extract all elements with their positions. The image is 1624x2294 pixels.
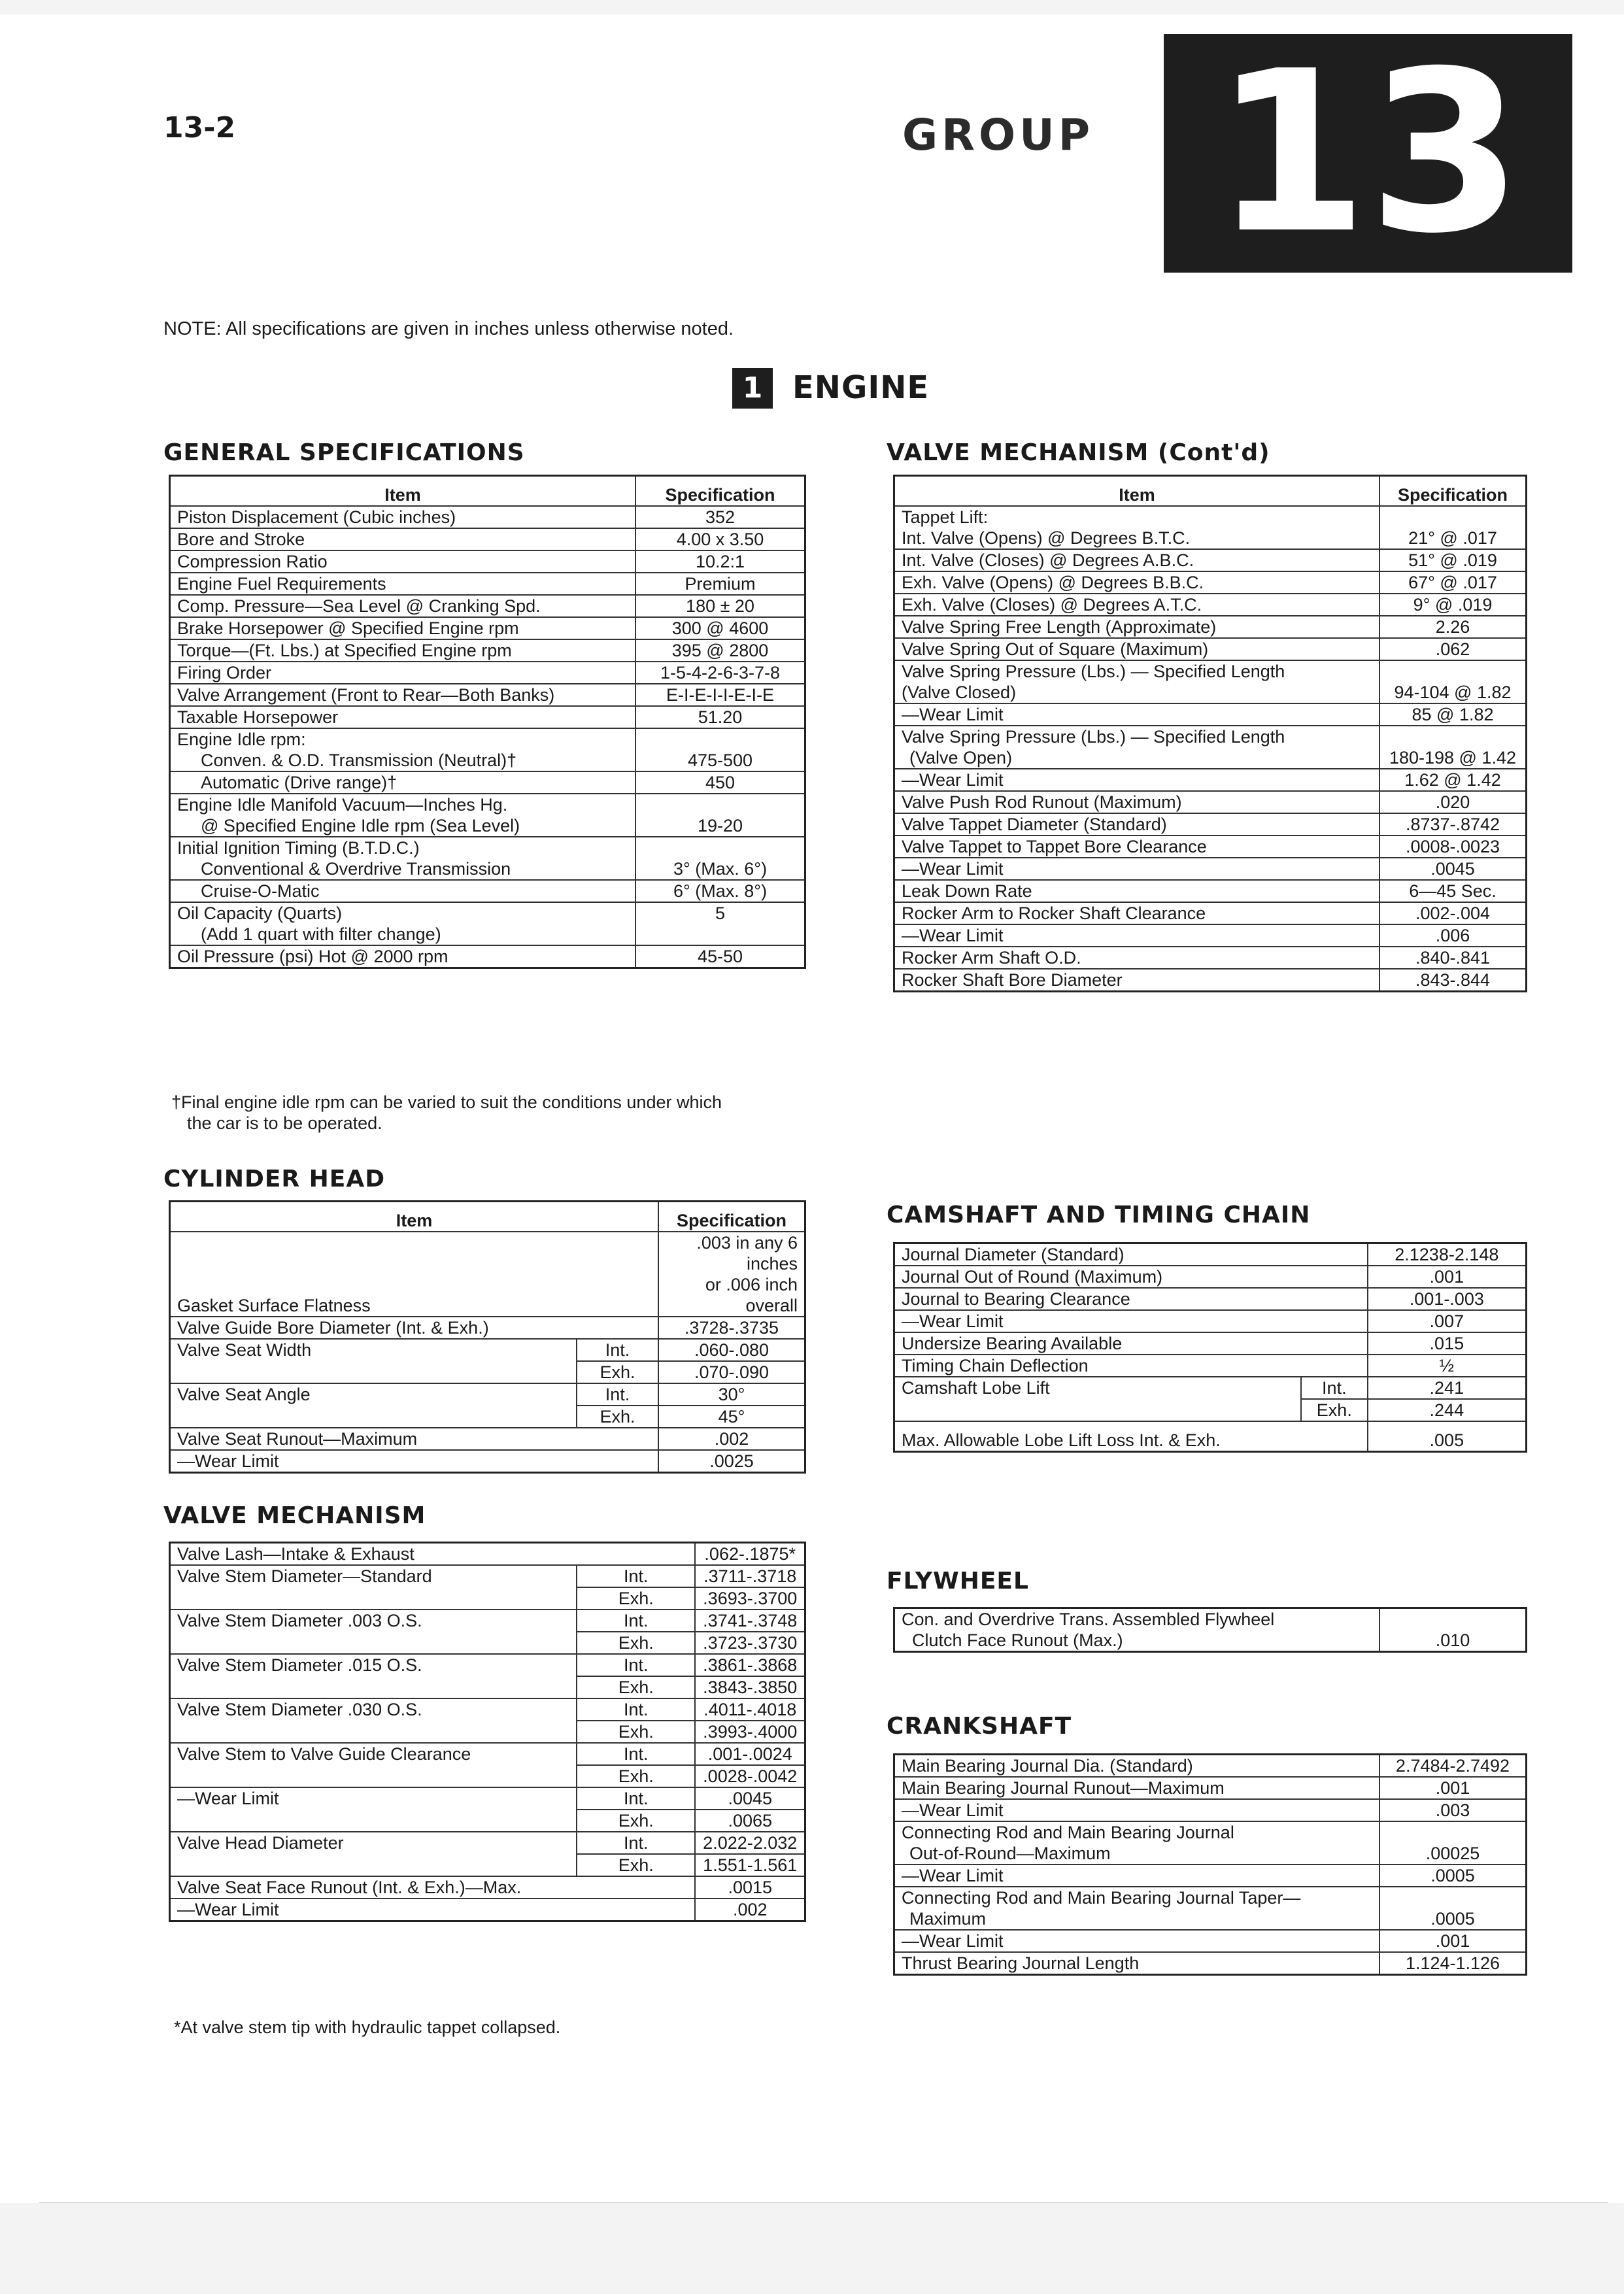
row-item: —Wear Limit [894, 1310, 1368, 1332]
row-value: .241 [1368, 1377, 1527, 1399]
row-item: Rocker Shaft Bore Diameter [894, 969, 1380, 992]
row-item: Valve Head Diameter [170, 1832, 577, 1876]
table-row [894, 1310, 1527, 1332]
row-value: 352 [635, 506, 805, 528]
page-number: 13-2 [163, 111, 236, 144]
row-item: Valve Stem Diameter .003 O.S. [170, 1610, 577, 1654]
row-item: —Wear Limit [894, 1930, 1380, 1952]
row-value: .0005 [1379, 1887, 1527, 1930]
table-row [894, 660, 1527, 703]
row-item: —Wear Limit [894, 1864, 1380, 1887]
group-label: GROUP [902, 110, 1094, 160]
row-value: .3741-.3748 [695, 1610, 805, 1632]
table-row [170, 1898, 805, 1921]
crankshaft-table [893, 1753, 1527, 1976]
table-row [170, 1450, 805, 1473]
table-row [170, 684, 805, 706]
row-item: Valve Seat Width [170, 1339, 577, 1383]
row-item: —Wear Limit [894, 769, 1380, 791]
intake-label: Int. [577, 1832, 695, 1854]
table-header-row [170, 476, 805, 507]
row-value: .015 [1368, 1332, 1527, 1355]
row-value [658, 1232, 805, 1317]
row-value: .006 [1379, 924, 1527, 947]
table-row [894, 1887, 1527, 1930]
row-item: Valve Stem Diameter .015 O.S. [170, 1654, 577, 1698]
item-line: Conventional & Overdrive Transmission [201, 859, 511, 879]
table-row [894, 902, 1527, 924]
exhaust-label: Exh. [577, 1765, 695, 1787]
value-line: or .006 inch overall [705, 1275, 798, 1315]
item-line: (Valve Open) [909, 748, 1013, 767]
item-line: Valve Spring Pressure (Lbs.) — Specified Length [902, 727, 1285, 747]
item-line: Maximum [909, 1909, 987, 1929]
row-value: 45-50 [635, 945, 805, 968]
table-row [170, 617, 805, 639]
row-value: 19-20 [635, 794, 805, 837]
row-value: .070-.090 [658, 1361, 805, 1383]
table-row [170, 1339, 805, 1361]
row-value: .007 [1368, 1310, 1527, 1332]
row-value: 1.124-1.126 [1379, 1952, 1527, 1975]
row-item: Undersize Bearing Available [894, 1332, 1368, 1355]
table-row [170, 945, 805, 968]
table-row [894, 594, 1527, 616]
row-item: Oil Pressure (psi) Hot @ 2000 rpm [170, 945, 636, 968]
intake-label: Int. [577, 1743, 695, 1765]
intake-label: Int. [1301, 1377, 1368, 1399]
table-row [170, 1698, 805, 1721]
table-row [170, 1787, 805, 1810]
row-value: .244 [1368, 1399, 1527, 1421]
exhaust-label: Exh. [577, 1632, 695, 1654]
table-row [894, 1355, 1527, 1377]
camshaft-heading: CAMSHAFT AND TIMING CHAIN [887, 1202, 1311, 1228]
column-header-specification: Specification [658, 1202, 805, 1232]
row-value: .4011-.4018 [695, 1698, 805, 1721]
group-number: 13 [1213, 24, 1523, 282]
item-line: Conven. & O.D. Transmission (Neutral)† [201, 751, 517, 770]
row-item: Valve Spring Out of Square (Maximum) [894, 638, 1380, 660]
row-value: .062-.1875* [695, 1543, 805, 1566]
section-title: ENGINE [792, 369, 930, 406]
table-row [894, 1288, 1527, 1310]
scan-top-edge [0, 0, 1624, 14]
row-item: Exh. Valve (Closes) @ Degrees A.T.C. [894, 594, 1380, 616]
row-value: 2.7484-2.7492 [1379, 1755, 1527, 1778]
row-value: .3843-.3850 [695, 1676, 805, 1698]
intake-label: Int. [577, 1565, 695, 1587]
row-item: Valve Guide Bore Diameter (Int. & Exh.) [170, 1317, 658, 1339]
item-line: Connecting Rod and Main Bearing Journal Taper— [902, 1888, 1301, 1908]
row-value: 6° (Max. 8°) [635, 880, 805, 902]
row-item: Valve Lash—Intake & Exhaust [170, 1543, 696, 1566]
row-item: Valve Seat Runout—Maximum [170, 1428, 658, 1450]
table-row [894, 1799, 1527, 1821]
row-value: 450 [635, 771, 805, 794]
table-row [170, 1654, 805, 1676]
item-line: @ Specified Engine Idle rpm (Sea Level) [201, 816, 520, 835]
table-row [170, 902, 805, 945]
row-value: .020 [1379, 791, 1527, 813]
row-value: .843-.844 [1379, 969, 1527, 992]
table-row [894, 1266, 1527, 1288]
row-item: Compression Ratio [170, 550, 636, 573]
general-footnote [171, 1092, 722, 1134]
row-item: Valve Stem Diameter .030 O.S. [170, 1698, 577, 1743]
row-value: 3° (Max. 6°) [635, 837, 805, 880]
row-value: .3861-.3868 [695, 1654, 805, 1676]
row-value: .8737-.8742 [1379, 813, 1527, 835]
row-item [170, 794, 636, 837]
row-item: Valve Tappet Diameter (Standard) [894, 813, 1380, 835]
exhaust-label: Exh. [577, 1721, 695, 1743]
row-value: .001 [1368, 1266, 1527, 1288]
row-value: .0005 [1379, 1864, 1527, 1887]
row-item: Valve Seat Face Runout (Int. & Exh.)—Max. [170, 1876, 696, 1898]
row-item: —Wear Limit [170, 1787, 577, 1832]
general-specs-heading: GENERAL SPECIFICATIONS [163, 439, 525, 466]
camshaft-table [893, 1242, 1527, 1453]
table-row [894, 880, 1527, 902]
item-line: (Add 1 quart with filter change) [201, 924, 441, 944]
row-value: ½ [1368, 1355, 1527, 1377]
row-item: Journal to Bearing Clearance [894, 1288, 1368, 1310]
row-item: —Wear Limit [894, 1799, 1380, 1821]
row-value: .0015 [695, 1876, 805, 1898]
item-line: Initial Ignition Timing (B.T.D.C.) [177, 838, 420, 858]
row-value: 180-198 @ 1.42 [1379, 726, 1527, 769]
value-line: .003 in any 6 inches [696, 1233, 798, 1274]
table-row [170, 1610, 805, 1632]
row-item [170, 880, 636, 902]
row-value: 475-500 [635, 728, 805, 771]
table-header-row [894, 476, 1527, 507]
table-row [894, 1243, 1527, 1266]
table-row [894, 1952, 1527, 1975]
row-value: 51° @ .019 [1379, 549, 1527, 571]
exhaust-label: Exh. [577, 1406, 658, 1428]
table-row [894, 616, 1527, 638]
row-item: —Wear Limit [894, 858, 1380, 880]
row-item: Main Bearing Journal Runout—Maximum [894, 1777, 1380, 1799]
row-item [170, 837, 636, 880]
table-row [894, 571, 1527, 594]
intake-label: Int. [577, 1698, 695, 1721]
row-item: Main Bearing Journal Dia. (Standard) [894, 1755, 1380, 1778]
item-line: Valve Spring Pressure (Lbs.) — Specified Length [902, 662, 1285, 681]
row-value: 5 [635, 902, 805, 945]
table-row [170, 573, 805, 595]
valve-mechanism-cont-table [893, 475, 1527, 992]
table-row [170, 1232, 805, 1317]
row-value: 180 ± 20 [635, 595, 805, 617]
column-header-specification: Specification [635, 476, 805, 507]
row-item: Piston Displacement (Cubic inches) [170, 506, 636, 528]
table-row [894, 506, 1527, 549]
table-row [894, 1864, 1527, 1887]
row-value: .0008-.0023 [1379, 835, 1527, 858]
valve-mechanism-heading: VALVE MECHANISM [163, 1502, 426, 1529]
row-item: Firing Order [170, 662, 636, 684]
row-item: Thrust Bearing Journal Length [894, 1952, 1380, 1975]
exhaust-label: Exh. [577, 1676, 695, 1698]
row-value: .3728-.3735 [658, 1317, 805, 1339]
row-item [170, 728, 636, 771]
item-line: Oil Capacity (Quarts) [177, 903, 343, 923]
row-item: Journal Diameter (Standard) [894, 1243, 1368, 1266]
item-line: Int. Valve (Opens) @ Degrees B.T.C. [902, 528, 1191, 548]
row-value: .3693-.3700 [695, 1587, 805, 1610]
row-value: 67° @ .017 [1379, 571, 1527, 594]
row-item: Valve Seat Angle [170, 1383, 577, 1428]
valve-mechanism-table [169, 1542, 806, 1922]
footnote-line: the car is to be operated. [187, 1113, 382, 1133]
item-line: Out-of-Round—Maximum [909, 1844, 1111, 1863]
item-line: Con. and Overdrive Trans. Assembled Flywheel [902, 1610, 1275, 1629]
row-value: .0045 [1379, 858, 1527, 880]
row-item: Valve Push Rod Runout (Maximum) [894, 791, 1380, 813]
row-value: .0045 [695, 1787, 805, 1810]
section-number-badge: 1 [732, 368, 773, 409]
row-item: Camshaft Lobe Lift [894, 1377, 1302, 1421]
table-header-row [170, 1202, 805, 1232]
row-value: 2.022-2.032 [695, 1832, 805, 1854]
row-item: Engine Fuel Requirements [170, 573, 636, 595]
row-value: 2.1238-2.148 [1368, 1243, 1527, 1266]
table-row [170, 1317, 805, 1339]
row-item: —Wear Limit [894, 703, 1380, 726]
row-value: 45° [658, 1406, 805, 1428]
table-row [170, 550, 805, 573]
row-item [894, 726, 1380, 769]
table-row [170, 837, 805, 880]
column-header-item: Item [170, 1202, 658, 1232]
table-row [170, 639, 805, 662]
table-row [894, 1777, 1527, 1799]
item-line: Cruise-O-Matic [201, 881, 320, 901]
row-value: 395 @ 2800 [635, 639, 805, 662]
item-line: Engine Idle rpm: [177, 730, 306, 749]
row-value: 85 @ 1.82 [1379, 703, 1527, 726]
row-item: Max. Allowable Lobe Lift Loss Int. & Exh. [894, 1421, 1368, 1452]
table-row [894, 924, 1527, 947]
exhaust-label: Exh. [577, 1854, 695, 1876]
row-value: .002-.004 [1379, 902, 1527, 924]
table-row [170, 1383, 805, 1406]
row-value: .3711-.3718 [695, 1565, 805, 1587]
table-row [170, 662, 805, 684]
row-value: .002 [695, 1898, 805, 1921]
row-value: 10.2:1 [635, 550, 805, 573]
table-row [170, 771, 805, 794]
table-row [894, 1821, 1527, 1864]
row-value: .0025 [658, 1450, 805, 1473]
row-item: Valve Spring Free Length (Approximate) [894, 616, 1380, 638]
table-row [170, 728, 805, 771]
intake-label: Int. [577, 1654, 695, 1676]
table-row [894, 1332, 1527, 1355]
row-value: 9° @ .019 [1379, 594, 1527, 616]
row-item: —Wear Limit [170, 1898, 696, 1921]
item-line: (Valve Closed) [902, 683, 1017, 702]
row-value: .3723-.3730 [695, 1632, 805, 1654]
row-value: .001 [1379, 1930, 1527, 1952]
crankshaft-heading: CRANKSHAFT [887, 1713, 1072, 1740]
row-value: 2.26 [1379, 616, 1527, 638]
row-value: .002 [658, 1428, 805, 1450]
table-row [894, 791, 1527, 813]
general-specs-table [169, 475, 806, 969]
row-value: .0028-.0042 [695, 1765, 805, 1787]
table-row [170, 880, 805, 902]
row-value: 1-5-4-2-6-3-7-8 [635, 662, 805, 684]
intake-label: Int. [577, 1383, 658, 1406]
table-row [170, 1565, 805, 1587]
row-item: —Wear Limit [894, 924, 1380, 947]
exhaust-label: Exh. [577, 1587, 695, 1610]
item-line: Automatic (Drive range)† [201, 773, 398, 792]
item-line: Connecting Rod and Main Bearing Journal [902, 1823, 1234, 1842]
table-row [170, 1428, 805, 1450]
row-value: 4.00 x 3.50 [635, 528, 805, 550]
column-header-item: Item [170, 476, 636, 507]
row-item: Leak Down Rate [894, 880, 1380, 902]
row-item: Torque—(Ft. Lbs.) at Specified Engine rpm [170, 639, 636, 662]
row-item [894, 660, 1380, 703]
row-item: Exh. Valve (Opens) @ Degrees B.B.C. [894, 571, 1380, 594]
intake-label: Int. [577, 1610, 695, 1632]
row-item: Comp. Pressure—Sea Level @ Cranking Spd. [170, 595, 636, 617]
table-row [170, 528, 805, 550]
exhaust-label: Exh. [577, 1361, 658, 1383]
table-row [894, 1930, 1527, 1952]
row-item: —Wear Limit [170, 1450, 658, 1473]
row-item [894, 1887, 1380, 1930]
row-item: Timing Chain Deflection [894, 1355, 1368, 1377]
table-row [894, 1608, 1527, 1652]
flywheel-heading: FLYWHEEL [887, 1568, 1029, 1594]
table-row [170, 1743, 805, 1765]
item-line: Tappet Lift: [902, 507, 989, 527]
intake-label: Int. [577, 1787, 695, 1810]
table-row [170, 1543, 805, 1566]
table-row [894, 638, 1527, 660]
row-value: .005 [1368, 1421, 1527, 1452]
footnote-line: †Final engine idle rpm can be varied to suit the conditions under which [171, 1092, 722, 1112]
table-row [894, 703, 1527, 726]
item-line: Clutch Face Runout (Max.) [912, 1630, 1123, 1650]
specification-note: NOTE: All specifications are given in inches unless otherwise noted. [163, 318, 734, 339]
row-item: Gasket Surface Flatness [170, 1232, 658, 1317]
table-row [894, 549, 1527, 571]
row-item: Journal Out of Round (Maximum) [894, 1266, 1368, 1288]
table-row [170, 794, 805, 837]
table-row [894, 947, 1527, 969]
row-value: 51.20 [635, 706, 805, 728]
table-row [894, 1421, 1527, 1452]
row-value: 1.551-1.561 [695, 1854, 805, 1876]
row-item [894, 1608, 1380, 1652]
row-item [170, 902, 636, 945]
row-value: .0065 [695, 1810, 805, 1832]
table-row [894, 969, 1527, 992]
item-line: Engine Idle Manifold Vacuum—Inches Hg. [177, 795, 508, 815]
row-value: .00025 [1379, 1821, 1527, 1864]
row-value: .001 [1379, 1777, 1527, 1799]
column-header-specification: Specification [1379, 476, 1527, 507]
row-item: Brake Horsepower @ Specified Engine rpm [170, 617, 636, 639]
row-value: 30° [658, 1383, 805, 1406]
row-item: Valve Stem Diameter—Standard [170, 1565, 577, 1610]
row-value: E-I-E-I-I-E-I-E [635, 684, 805, 706]
table-row [894, 1377, 1527, 1399]
column-header-item: Item [894, 476, 1380, 507]
row-value: .003 [1379, 1799, 1527, 1821]
row-value: .840-.841 [1379, 947, 1527, 969]
row-item [894, 506, 1380, 549]
intake-label: Int. [577, 1339, 658, 1361]
table-row [170, 706, 805, 728]
row-value: .062 [1379, 638, 1527, 660]
group-number-block [1164, 24, 1572, 282]
row-value: 6—45 Sec. [1379, 880, 1527, 902]
row-item: Valve Arrangement (Front to Rear—Both Banks) [170, 684, 636, 706]
row-value: Premium [635, 573, 805, 595]
flywheel-table [893, 1607, 1527, 1653]
table-row [170, 1876, 805, 1898]
row-value: .010 [1379, 1608, 1527, 1652]
row-value: 94-104 @ 1.82 [1379, 660, 1527, 703]
row-value: .001-.003 [1368, 1288, 1527, 1310]
cylinder-head-heading: CYLINDER HEAD [163, 1166, 386, 1192]
row-item [170, 771, 636, 794]
row-item: Bore and Stroke [170, 528, 636, 550]
table-row [894, 726, 1527, 769]
table-row [894, 858, 1527, 880]
exhaust-label: Exh. [1301, 1399, 1368, 1421]
row-item: Rocker Arm to Rocker Shaft Clearance [894, 902, 1380, 924]
valve-mechanism-cont-heading: VALVE MECHANISM (Cont'd) [887, 439, 1270, 466]
table-row [894, 813, 1527, 835]
row-item: Valve Stem to Valve Guide Clearance [170, 1743, 577, 1787]
table-row [170, 506, 805, 528]
cylinder-head-table [169, 1200, 806, 1474]
row-value: 1.62 @ 1.42 [1379, 769, 1527, 791]
row-value: 300 @ 4600 [635, 617, 805, 639]
row-item: Valve Tappet to Tappet Bore Clearance [894, 835, 1380, 858]
table-row [894, 1755, 1527, 1778]
scan-bottom-edge [0, 2203, 1624, 2294]
row-value: .060-.080 [658, 1339, 805, 1361]
table-row [170, 1832, 805, 1854]
row-value: .001-.0024 [695, 1743, 805, 1765]
row-item [894, 1821, 1380, 1864]
exhaust-label: Exh. [577, 1810, 695, 1832]
row-item: Int. Valve (Closes) @ Degrees A.B.C. [894, 549, 1380, 571]
row-value: .3993-.4000 [695, 1721, 805, 1743]
table-row [894, 835, 1527, 858]
table-row [170, 595, 805, 617]
table-row [894, 769, 1527, 791]
valve-footnote: *At valve stem tip with hydraulic tappet collapsed. [174, 2017, 561, 2037]
row-item: Taxable Horsepower [170, 706, 636, 728]
row-item: Rocker Arm Shaft O.D. [894, 947, 1380, 969]
row-value: 21° @ .017 [1379, 506, 1527, 549]
